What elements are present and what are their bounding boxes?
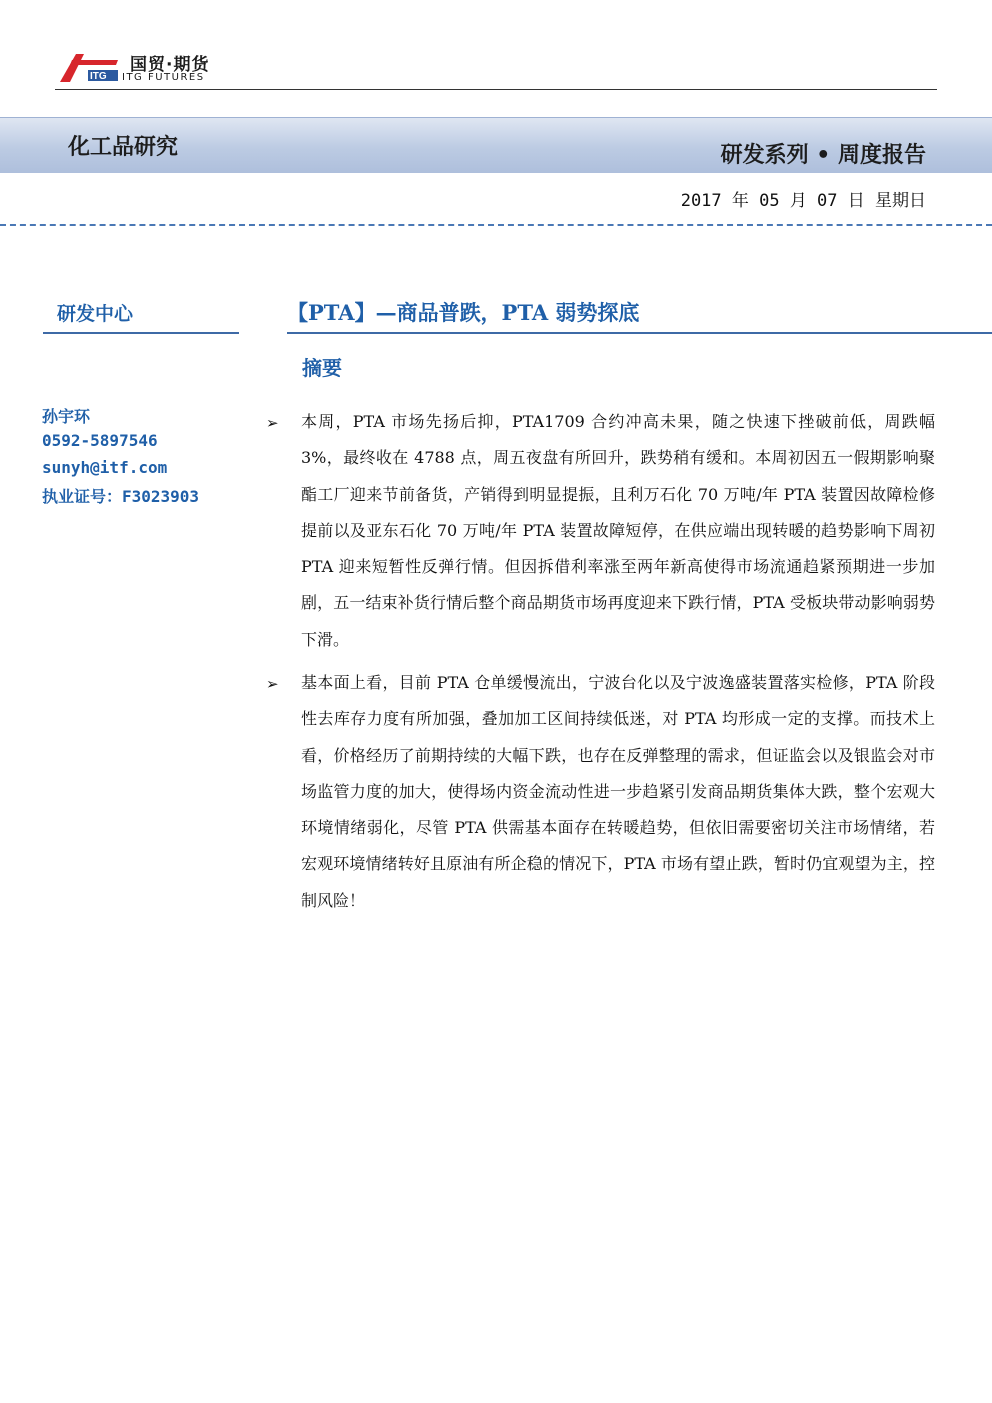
logo-chinese-name: 国贸·期货 [130,55,210,75]
report-title: 【PTA】—商品普跌，PTA 弱势探底 [287,300,640,325]
bullet-arrow-icon: ➢ [266,414,279,432]
bullet-arrow-icon: ➢ [266,675,279,693]
logo-english-name: ITG FUTURES [122,72,205,83]
itg-logo-mark-icon [58,48,122,84]
company-logo [58,48,228,86]
analyst-name: 孙宇环 [42,407,91,426]
analyst-email: sunyh@itf.com [42,458,168,477]
analyst-phone: 0592-5897546 [42,431,158,450]
sidebar-section-label: 研发中心 [57,303,134,325]
analyst-license: 执业证号：F3023903 [42,487,200,506]
sidebar-divider [43,332,239,334]
logo-mark-text: ITG [90,71,107,82]
summary-paragraph: 本周，PTA 市场先扬后抑，PTA1709 合约冲高未果，随之快速下挫破前低，周跌幅 3%，最终收在 4788 点，周五夜盘有所回升，跌势稍有缓和。本周初因五一假期影响聚酯工厂迎来节前备货，产销得到明显提振，且利万石化 70 万吨/年 PTA 装置因故障检修提前以及亚东石化 70 万吨/年 PTA 装置故障短停，在供应端出现转暖的趋势影响下周初 PTA 迎来短暂性反弹行情。但因拆借利率涨至两年新高使得市场流通趋紧预期进一步加剧，五一结束补货行情后整个商品期货市场再度迎来下跌行情，PTA 受板块带动影响弱势下滑。 [301,412,935,649]
research-category: 化工品研究 [68,135,179,160]
summary-paragraph: 基本面上看，目前 PTA 仓单缓慢流出，宁波台化以及宁波逸盛装置落实检修，PTA 阶段性去库存力度有所加强，叠加加工区间持续低迷，对 PTA 均形成一定的支撑。而技术上看，价格经历了前期持续的大幅下跌，也存在反弹整理的需求，但证监会以及银监会对市场监管力度的加大，使得场内资金流动性进一步趋紧引发商品期货集体大跌，整个宏观大环境情绪弱化，尽管 PTA 供需基本面存在转暖趋势，但依旧需要密切关注市场情绪，若宏观环境情绪转好且原油有所企稳的情况下，PTA 市场有望止跌，暂时仍宜观望为主，控制风险！ [301,673,935,910]
header-divider [55,89,937,90]
report-series: 研发系列 • 周度报告 [720,143,926,168]
dashed-divider [0,224,992,226]
summary-heading: 摘要 [302,356,342,380]
report-date: 2017 年 05 月 07 日 星期日 [680,191,926,211]
title-divider [287,332,992,334]
